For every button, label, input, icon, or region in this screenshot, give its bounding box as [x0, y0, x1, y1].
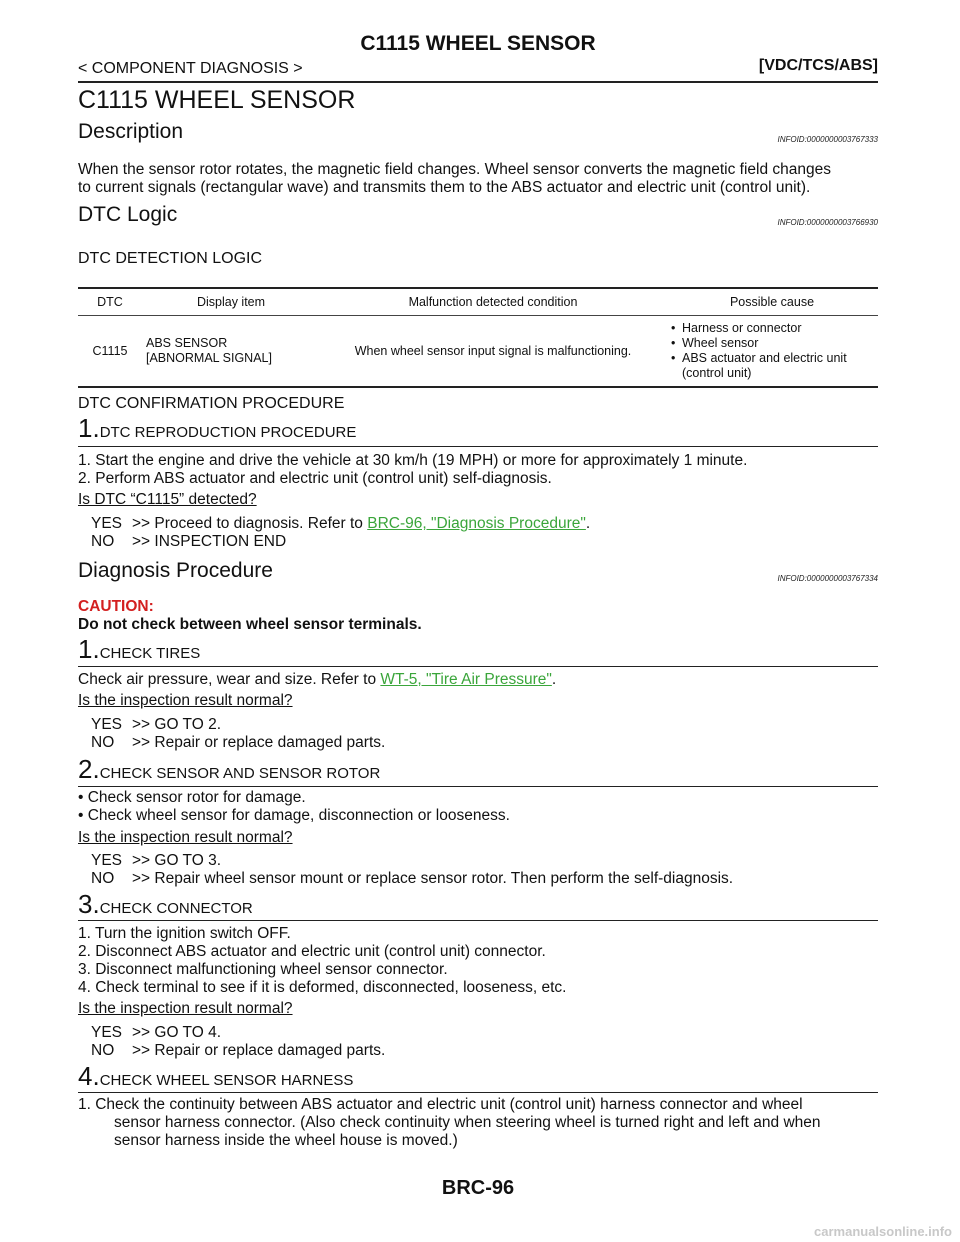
answer-key: YES	[91, 1024, 123, 1041]
procedure-line: 4. Check terminal to see if it is deformed, disconnected, looseness, etc.	[78, 979, 567, 996]
step-number: 1.	[78, 634, 100, 664]
step-title: CHECK WHEEL SENSOR HARNESS	[99, 1072, 354, 1089]
breadcrumb: < COMPONENT DIAGNOSIS >	[78, 60, 303, 77]
answer-no	[91, 870, 733, 888]
procedure-line: • Check wheel sensor for damage, disconnection or looseness.	[78, 807, 510, 824]
dtc-logic-infoid: INFOID:0000000003766930	[777, 218, 878, 227]
dtc-table	[78, 287, 878, 388]
procedure-line: sensor harness connector. (Also check continuity when steering wheel is turned right and left and when	[114, 1114, 821, 1131]
dtc-table-header-row	[78, 288, 878, 316]
procedure-line: 2. Disconnect ABS actuator and electric unit (control unit) connector.	[78, 943, 546, 960]
answer-yes	[91, 515, 590, 533]
procedure-line	[78, 671, 556, 689]
answer-yes	[91, 852, 221, 870]
step-title: CHECK TIRES	[99, 645, 201, 662]
page-header-title: C1115 WHEEL SENSOR	[360, 32, 596, 55]
section-title: C1115 WHEEL SENSOR	[78, 86, 356, 114]
answer-yes	[91, 716, 221, 734]
answer-text: >> INSPECTION END	[132, 533, 287, 550]
cause-list	[670, 321, 874, 366]
col-possible-cause: Possible cause	[666, 288, 878, 316]
answer-no	[91, 533, 286, 551]
step-heading	[78, 413, 356, 444]
procedure-line: 1. Turn the ignition switch OFF.	[78, 925, 291, 942]
step-number: 4.	[78, 1061, 100, 1091]
description-heading: Description	[78, 120, 184, 143]
cause-item: • Wheel sensor	[682, 336, 874, 351]
col-display-item: Display item	[142, 288, 320, 316]
table-row	[78, 316, 878, 388]
step-divider	[78, 1092, 878, 1093]
system-label: [VDC/TCS/ABS]	[758, 57, 878, 74]
step-heading	[78, 754, 380, 785]
cause-item: • Harness or connector	[682, 321, 874, 336]
page-number: BRC-96	[441, 1177, 515, 1199]
answer-text: >> Repair wheel sensor mount or replace sensor rotor. Then perform the self-diagnosis.	[132, 870, 734, 887]
procedure-line: • Check sensor rotor for damage.	[78, 789, 306, 806]
diagnosis-heading: Diagnosis Procedure	[78, 559, 273, 582]
step-heading	[78, 1061, 353, 1092]
description-line-1: When the sensor rotor rotates, the magnetic field changes. Wheel sensor converts the magnetic field changes	[78, 161, 832, 178]
step-title: CHECK SENSOR AND SENSOR ROTOR	[99, 765, 381, 782]
step-heading	[78, 889, 253, 920]
step-number: 3.	[78, 889, 100, 919]
step-number: 1.	[78, 413, 100, 443]
procedure-line: 2. Perform ABS actuator and electric unit (control unit) self-diagnosis.	[78, 470, 552, 487]
cause-item: • ABS actuator and electric unit	[682, 351, 874, 366]
answer-key: YES	[91, 716, 123, 733]
answer-text: >> GO TO 4.	[132, 1024, 222, 1041]
answer-no	[91, 734, 385, 752]
display-item-line-2: [ABNORMAL SIGNAL]	[146, 351, 272, 365]
header-divider	[78, 81, 878, 83]
step-title: DTC REPRODUCTION PROCEDURE	[99, 424, 357, 441]
step-divider	[78, 446, 878, 447]
question-text: Is the inspection result normal?	[78, 1000, 293, 1017]
procedure-tail: .	[551, 671, 557, 688]
procedure-line: 1. Start the engine and drive the vehicle at 30 km/h (19 MPH) or more for approximately 1 minute.	[78, 452, 748, 469]
answer-text: >> GO TO 3.	[132, 852, 222, 869]
answer-key: NO	[91, 734, 115, 751]
step-divider	[78, 786, 878, 787]
procedure-line: 1. Check the continuity between ABS actuator and electric unit (control unit) harness connector and wheel	[78, 1096, 803, 1113]
cause-item-continued: (control unit)	[682, 366, 752, 380]
col-condition: Malfunction detected condition	[320, 288, 666, 316]
question-text: Is the inspection result normal?	[78, 829, 293, 846]
cell-condition: When wheel sensor input signal is malfunctioning.	[320, 316, 666, 388]
answer-key: YES	[91, 852, 123, 869]
answer-yes	[91, 1024, 221, 1042]
question-text: Is DTC “C1115” detected?	[78, 491, 257, 508]
step-heading	[78, 634, 200, 665]
answer-tail: .	[585, 515, 591, 532]
diagnosis-infoid: INFOID:0000000003767334	[777, 574, 878, 583]
answer-key: NO	[91, 1042, 115, 1059]
tire-air-pressure-link[interactable]: WT-5, "Tire Air Pressure"	[380, 671, 552, 688]
answer-no	[91, 1042, 385, 1060]
step-divider	[78, 920, 878, 921]
cell-possible-cause	[666, 316, 878, 388]
step-divider	[78, 666, 878, 667]
description-infoid: INFOID:0000000003767333	[777, 135, 878, 144]
procedure-line: sensor harness inside the wheel house is moved.)	[114, 1132, 458, 1149]
answer-key: NO	[91, 533, 115, 550]
procedure-line: 3. Disconnect malfunctioning wheel sensor connector.	[78, 961, 448, 978]
procedure-text: Check air pressure, wear and size. Refer to	[78, 671, 381, 688]
display-item-line-1: ABS SENSOR	[146, 336, 228, 350]
cell-display-item	[142, 316, 320, 388]
watermark: carmanualsonline.info	[814, 1224, 952, 1239]
manual-page	[78, 0, 878, 1242]
answer-text: >> Repair or replace damaged parts.	[132, 734, 386, 751]
step-number: 2.	[78, 754, 100, 784]
step-title: CHECK CONNECTOR	[99, 900, 253, 917]
answer-text: >> Repair or replace damaged parts.	[132, 1042, 386, 1059]
caution-text: Do not check between wheel sensor terminals.	[78, 616, 422, 633]
dtc-confirmation-heading: DTC CONFIRMATION PROCEDURE	[78, 395, 345, 412]
diagnosis-procedure-link[interactable]: BRC-96, "Diagnosis Procedure"	[367, 515, 586, 532]
answer-key: NO	[91, 870, 115, 887]
cell-dtc: C1115	[78, 316, 142, 388]
col-dtc: DTC	[78, 288, 142, 316]
description-line-2: to current signals (rectangular wave) and transmits them to the ABS actuator and electric unit (control unit).	[78, 179, 811, 196]
answer-key: YES	[91, 515, 123, 532]
dtc-detection-heading: DTC DETECTION LOGIC	[78, 250, 263, 267]
dtc-logic-heading: DTC Logic	[78, 203, 178, 226]
question-text: Is the inspection result normal?	[78, 692, 293, 709]
answer-text: >> GO TO 2.	[132, 716, 222, 733]
caution-label: CAUTION:	[78, 598, 154, 615]
answer-text: >> Proceed to diagnosis. Refer to	[132, 515, 368, 532]
